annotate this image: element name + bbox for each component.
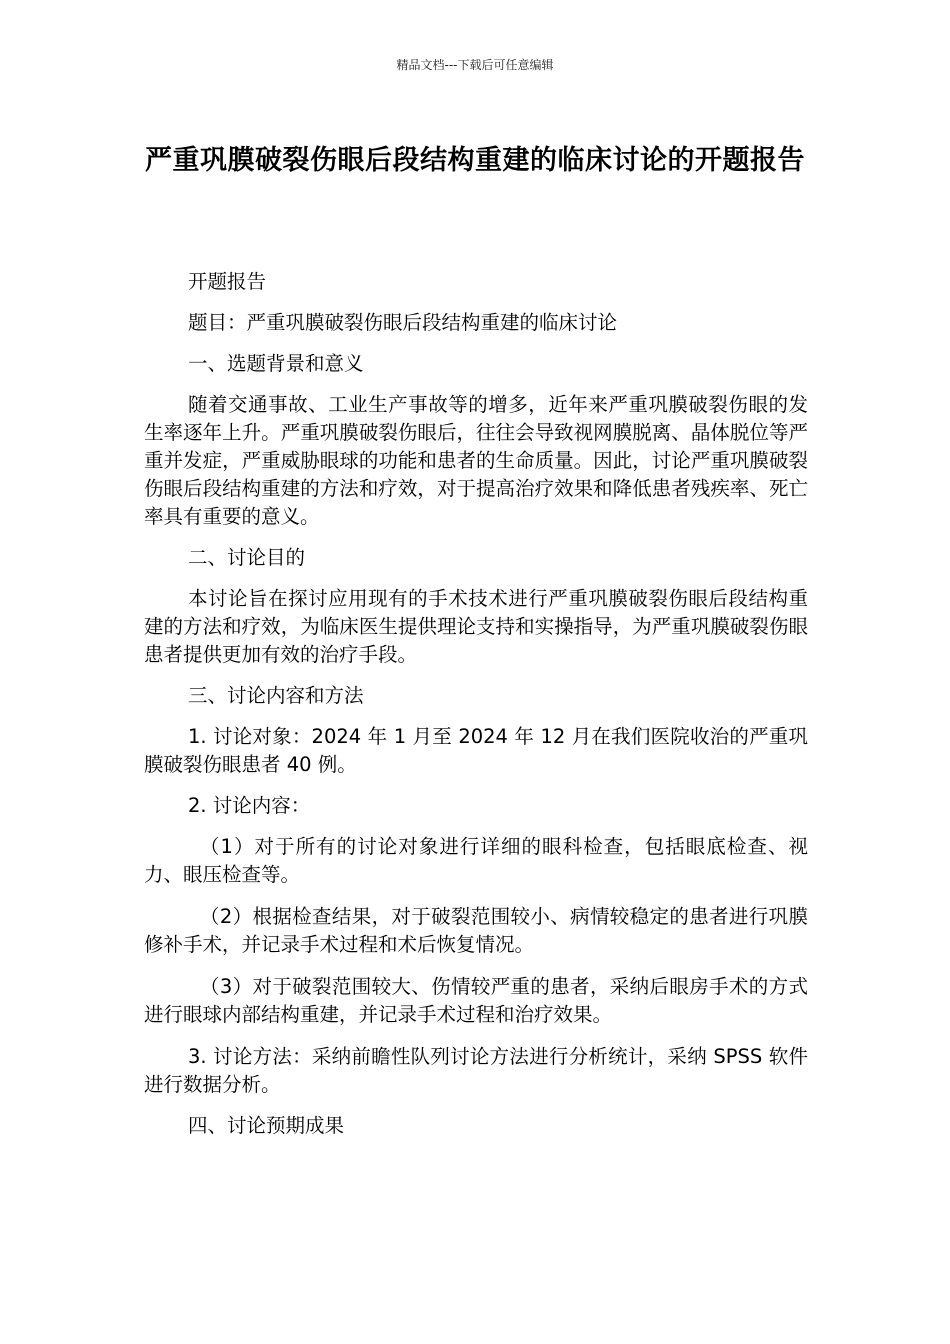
paragraph-purpose: 本讨论旨在探讨应用现有的手术技术进行严重巩膜破裂伤眼后段结构重建的方法和疗效，为临床医生提供理论支持和实操指导，为严重巩膜破裂伤眼患者提供更加有效的治疗手段。 — [144, 587, 808, 666]
paragraph-background: 随着交通事故、工业生产事故等的增多，近年来严重巩膜破裂伤眼的发生率逐年上升。严重巩膜破裂伤眼后，往往会导致视网膜脱离、晶体脱位等严重并发症，严重威胁眼球的功能和患者的生命质量。因此，讨论严重巩膜破裂伤眼后段结构重建的方法和疗效，对于提高治疗效果和降低患者残疾率、死亡率具有重要的意义。 — [144, 393, 808, 528]
paragraph-topic: 题目：严重巩膜破裂伤眼后段结构重建的临床讨论 — [188, 311, 618, 334]
paragraph-content-label: 2. 讨论内容： — [188, 794, 311, 817]
section-heading-background: 一、选题背景和意义 — [188, 352, 364, 375]
paragraph-content-item-1: （1）对于所有的讨论对象进行详细的眼科检查，包括眼底检查、视力、眼压检查等。 — [144, 835, 808, 886]
paragraph-proposal-label: 开题报告 — [188, 270, 267, 293]
document-body — [144, 268, 808, 1153]
section-heading-purpose: 二、讨论目的 — [188, 546, 306, 569]
paragraph-content-item-3: （3）对于破裂范围较大、伤情较严重的患者，采纳后眼房手术的方式进行眼球内部结构重建，并记录手术过程和治疗效果。 — [144, 975, 808, 1026]
section-heading-expected-results: 四、讨论预期成果 — [188, 1114, 345, 1137]
page-header: 精品文档---下载后可任意编辑 — [396, 58, 554, 72]
document-title: 严重巩膜破裂伤眼后段结构重建的临床讨论的开题报告 — [145, 145, 805, 176]
paragraph-methods: 3. 讨论方法：采纳前瞻性队列讨论方法进行分析统计，采纳 SPSS 软件进行数据分析。 — [144, 1045, 808, 1096]
paragraph-content-item-2: （2）根据检查结果，对于破裂范围较小、病情较稳定的患者进行巩膜修补手术，并记录手术过程和术后恢复情况。 — [144, 905, 808, 956]
section-heading-content-methods: 三、讨论内容和方法 — [188, 684, 364, 707]
paragraph-subjects: 1. 讨论对象：2024 年 1 月至 2024 年 12 月在我们医院收治的严重巩膜破裂伤眼患者 40 例。 — [144, 725, 808, 776]
